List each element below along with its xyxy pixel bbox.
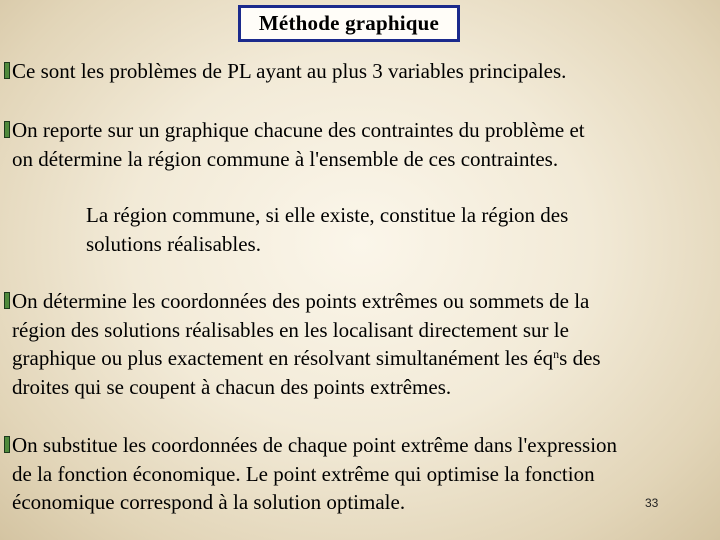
bullet-4-line-2: de la fonction économique. Le point extrême qui optimise la fonction [12, 461, 595, 486]
bullet-4-text [12, 431, 617, 517]
bullet-2-line-2: on détermine la région commune à l'ensemble de ces contraintes. [12, 146, 559, 171]
bullet-1-text [12, 57, 566, 86]
bullet-3-line-4: droites qui se coupent à chacun des points extrêmes. [12, 374, 452, 399]
page-number: 33 [645, 496, 659, 510]
bullet-marker [4, 62, 10, 79]
feasible-region-note [86, 201, 568, 258]
note-line-2: solutions réalisables. [86, 231, 261, 256]
line-3-suffix: s des [559, 346, 601, 370]
note-line-1: La région commune, si elle existe, constitue la région des [86, 203, 569, 227]
bullet-marker [4, 292, 10, 309]
superscript-n: n [553, 347, 560, 361]
bullet-marker [4, 436, 10, 453]
bullet-3-line-2: région des solutions réalisables en les localisant directement sur le [12, 317, 569, 342]
bullet-2-text [12, 116, 585, 173]
line-3-prefix: graphique ou plus exactement en résolvant simultanément les éq [12, 346, 554, 370]
bullet-4-line-1: On substitue les coordonnées de chaque point extrême dans l'expression [12, 433, 618, 457]
bullet-1-line-1: Ce sont les problèmes de PL ayant au plus 3 variables principales. [12, 59, 567, 83]
bullet-4-line-3: économique correspond à la solution optimale. [12, 490, 406, 514]
bullet-3-line-3 [12, 344, 601, 373]
bullet-3-text [12, 287, 601, 401]
slide-title: Méthode graphique [238, 5, 460, 42]
bullet-marker [4, 121, 10, 138]
bullet-3-line-1: On détermine les coordonnées des points extrêmes ou sommets de la [12, 289, 590, 313]
bullet-2-line-1: On reporte sur un graphique chacune des contraintes du problème et [12, 118, 585, 142]
